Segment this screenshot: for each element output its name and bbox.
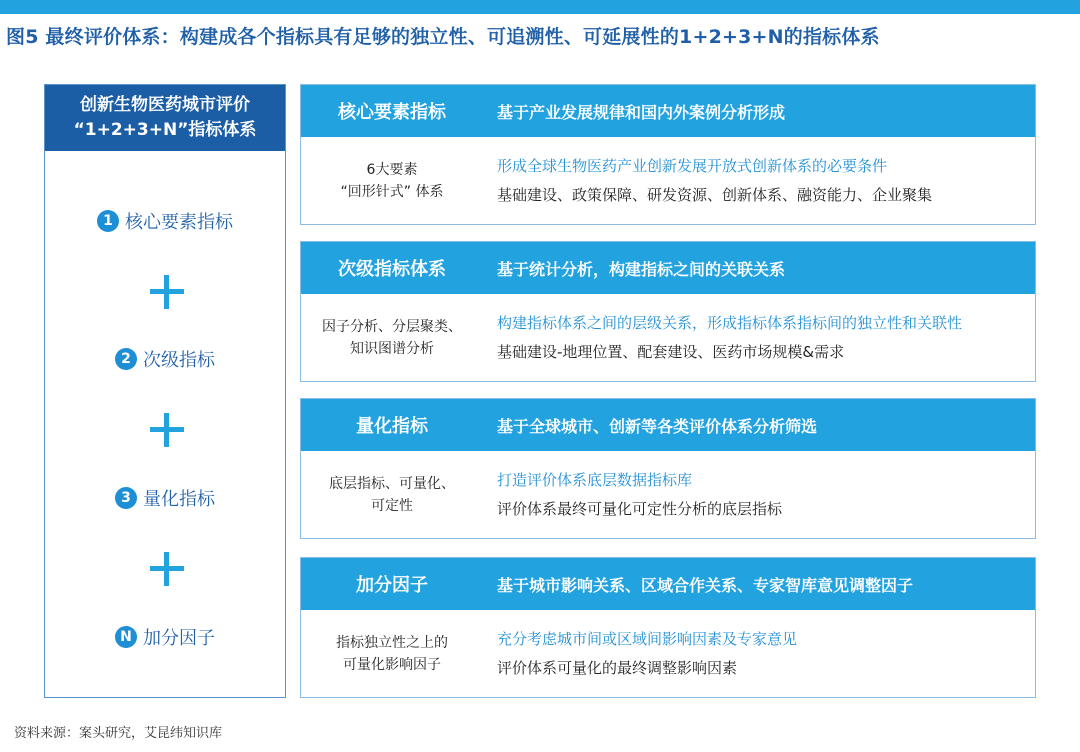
card-description: 基于产业发展规律和国内外案例分析形成 xyxy=(497,102,786,122)
left-panel-header xyxy=(45,85,285,151)
figure-title: 图5 最终评价体系：构建成各个指标具有足够的独立性、可追溯性、可延展性的1+2+3+N的指标体系 xyxy=(6,26,880,48)
left-panel xyxy=(44,84,286,698)
card-body xyxy=(301,137,1035,224)
left-item-label: 量化指标 xyxy=(143,489,215,510)
card-left-line2: “回形针式” 体系 xyxy=(340,183,444,200)
card-left-line1: 底层指标、可量化、 xyxy=(329,475,455,492)
card-right-line1: 形成全球生物医药产业创新发展开放式创新体系的必要条件 xyxy=(497,156,888,175)
card-title: 核心要素指标 xyxy=(338,102,446,123)
number-badge-icon: 1 xyxy=(97,210,119,232)
card-title: 量化指标 xyxy=(356,416,428,437)
plus-icon xyxy=(150,275,184,309)
plus-icon xyxy=(150,552,184,586)
card-left-line2: 知识图谱分析 xyxy=(350,340,434,357)
card-right-line2: 基础建设、政策保障、研发资源、创新体系、融资能力、企业聚集 xyxy=(497,185,933,204)
plus-icon xyxy=(150,413,184,447)
left-item-bonus xyxy=(45,624,285,650)
card-left-text xyxy=(301,451,483,538)
card-secondary-indicators xyxy=(300,241,1036,382)
card-quant-indicators xyxy=(300,398,1036,539)
card-right-text xyxy=(497,137,932,224)
card-body xyxy=(301,451,1035,538)
card-body xyxy=(301,610,1035,697)
card-header xyxy=(301,558,1035,610)
left-header-line2: “1+2+3+N”指标体系 xyxy=(73,120,257,140)
card-core-indicators xyxy=(300,84,1036,225)
left-item-core xyxy=(45,208,285,234)
card-description: 基于统计分析，构建指标之间的关联关系 xyxy=(497,259,786,279)
number-badge-icon: 3 xyxy=(115,487,137,509)
card-right-line2: 评价体系最终可量化可定性分析的底层指标 xyxy=(497,499,783,518)
card-title: 加分因子 xyxy=(356,575,428,596)
card-left-text xyxy=(301,137,483,224)
left-item-secondary xyxy=(45,346,285,372)
card-right-text xyxy=(497,294,962,381)
card-right-text xyxy=(497,451,782,538)
card-header xyxy=(301,85,1035,137)
card-header xyxy=(301,399,1035,451)
card-left-text xyxy=(301,610,483,697)
card-title: 次级指标体系 xyxy=(338,259,446,280)
card-description: 基于全球城市、创新等各类评价体系分析筛选 xyxy=(497,416,818,436)
card-right-line2: 评价体系可量化的最终调整影响因素 xyxy=(497,658,738,677)
card-left-line1: 6大要素 xyxy=(366,161,418,178)
left-header-line1: 创新生物医药城市评价 xyxy=(80,95,250,115)
left-item-label: 次级指标 xyxy=(143,350,215,371)
card-bonus-factors xyxy=(300,557,1036,698)
card-right-line1: 打造评价体系底层数据指标库 xyxy=(497,470,693,489)
number-badge-icon: 2 xyxy=(115,348,137,370)
card-left-line1: 指标独立性之上的 xyxy=(336,634,448,651)
card-right-line1: 构建指标体系之间的层级关系，形成指标体系指标间的独立性和关联性 xyxy=(497,313,963,332)
card-left-text xyxy=(301,294,483,381)
card-left-line1: 因子分析、分层聚类、 xyxy=(322,318,462,335)
card-left-line2: 可量化影响因子 xyxy=(343,656,441,673)
card-right-text xyxy=(497,610,797,697)
top-accent-bar xyxy=(0,0,1080,14)
left-item-quant xyxy=(45,485,285,511)
card-right-line2: 基础建设-地理位置、配套建设、医药市场规模&需求 xyxy=(497,342,845,361)
left-item-label: 核心要素指标 xyxy=(125,212,233,233)
card-description: 基于城市影响关系、区域合作关系、专家智库意见调整因子 xyxy=(497,575,914,595)
card-right-line1: 充分考虑城市间或区域间影响因素及专家意见 xyxy=(497,629,798,648)
card-left-line2: 可定性 xyxy=(371,497,413,514)
number-badge-icon: N xyxy=(115,626,137,648)
source-note: 资料来源：案头研究，艾昆纬知识库 xyxy=(14,726,223,741)
left-item-label: 加分因子 xyxy=(143,628,215,649)
card-header xyxy=(301,242,1035,294)
card-body xyxy=(301,294,1035,381)
